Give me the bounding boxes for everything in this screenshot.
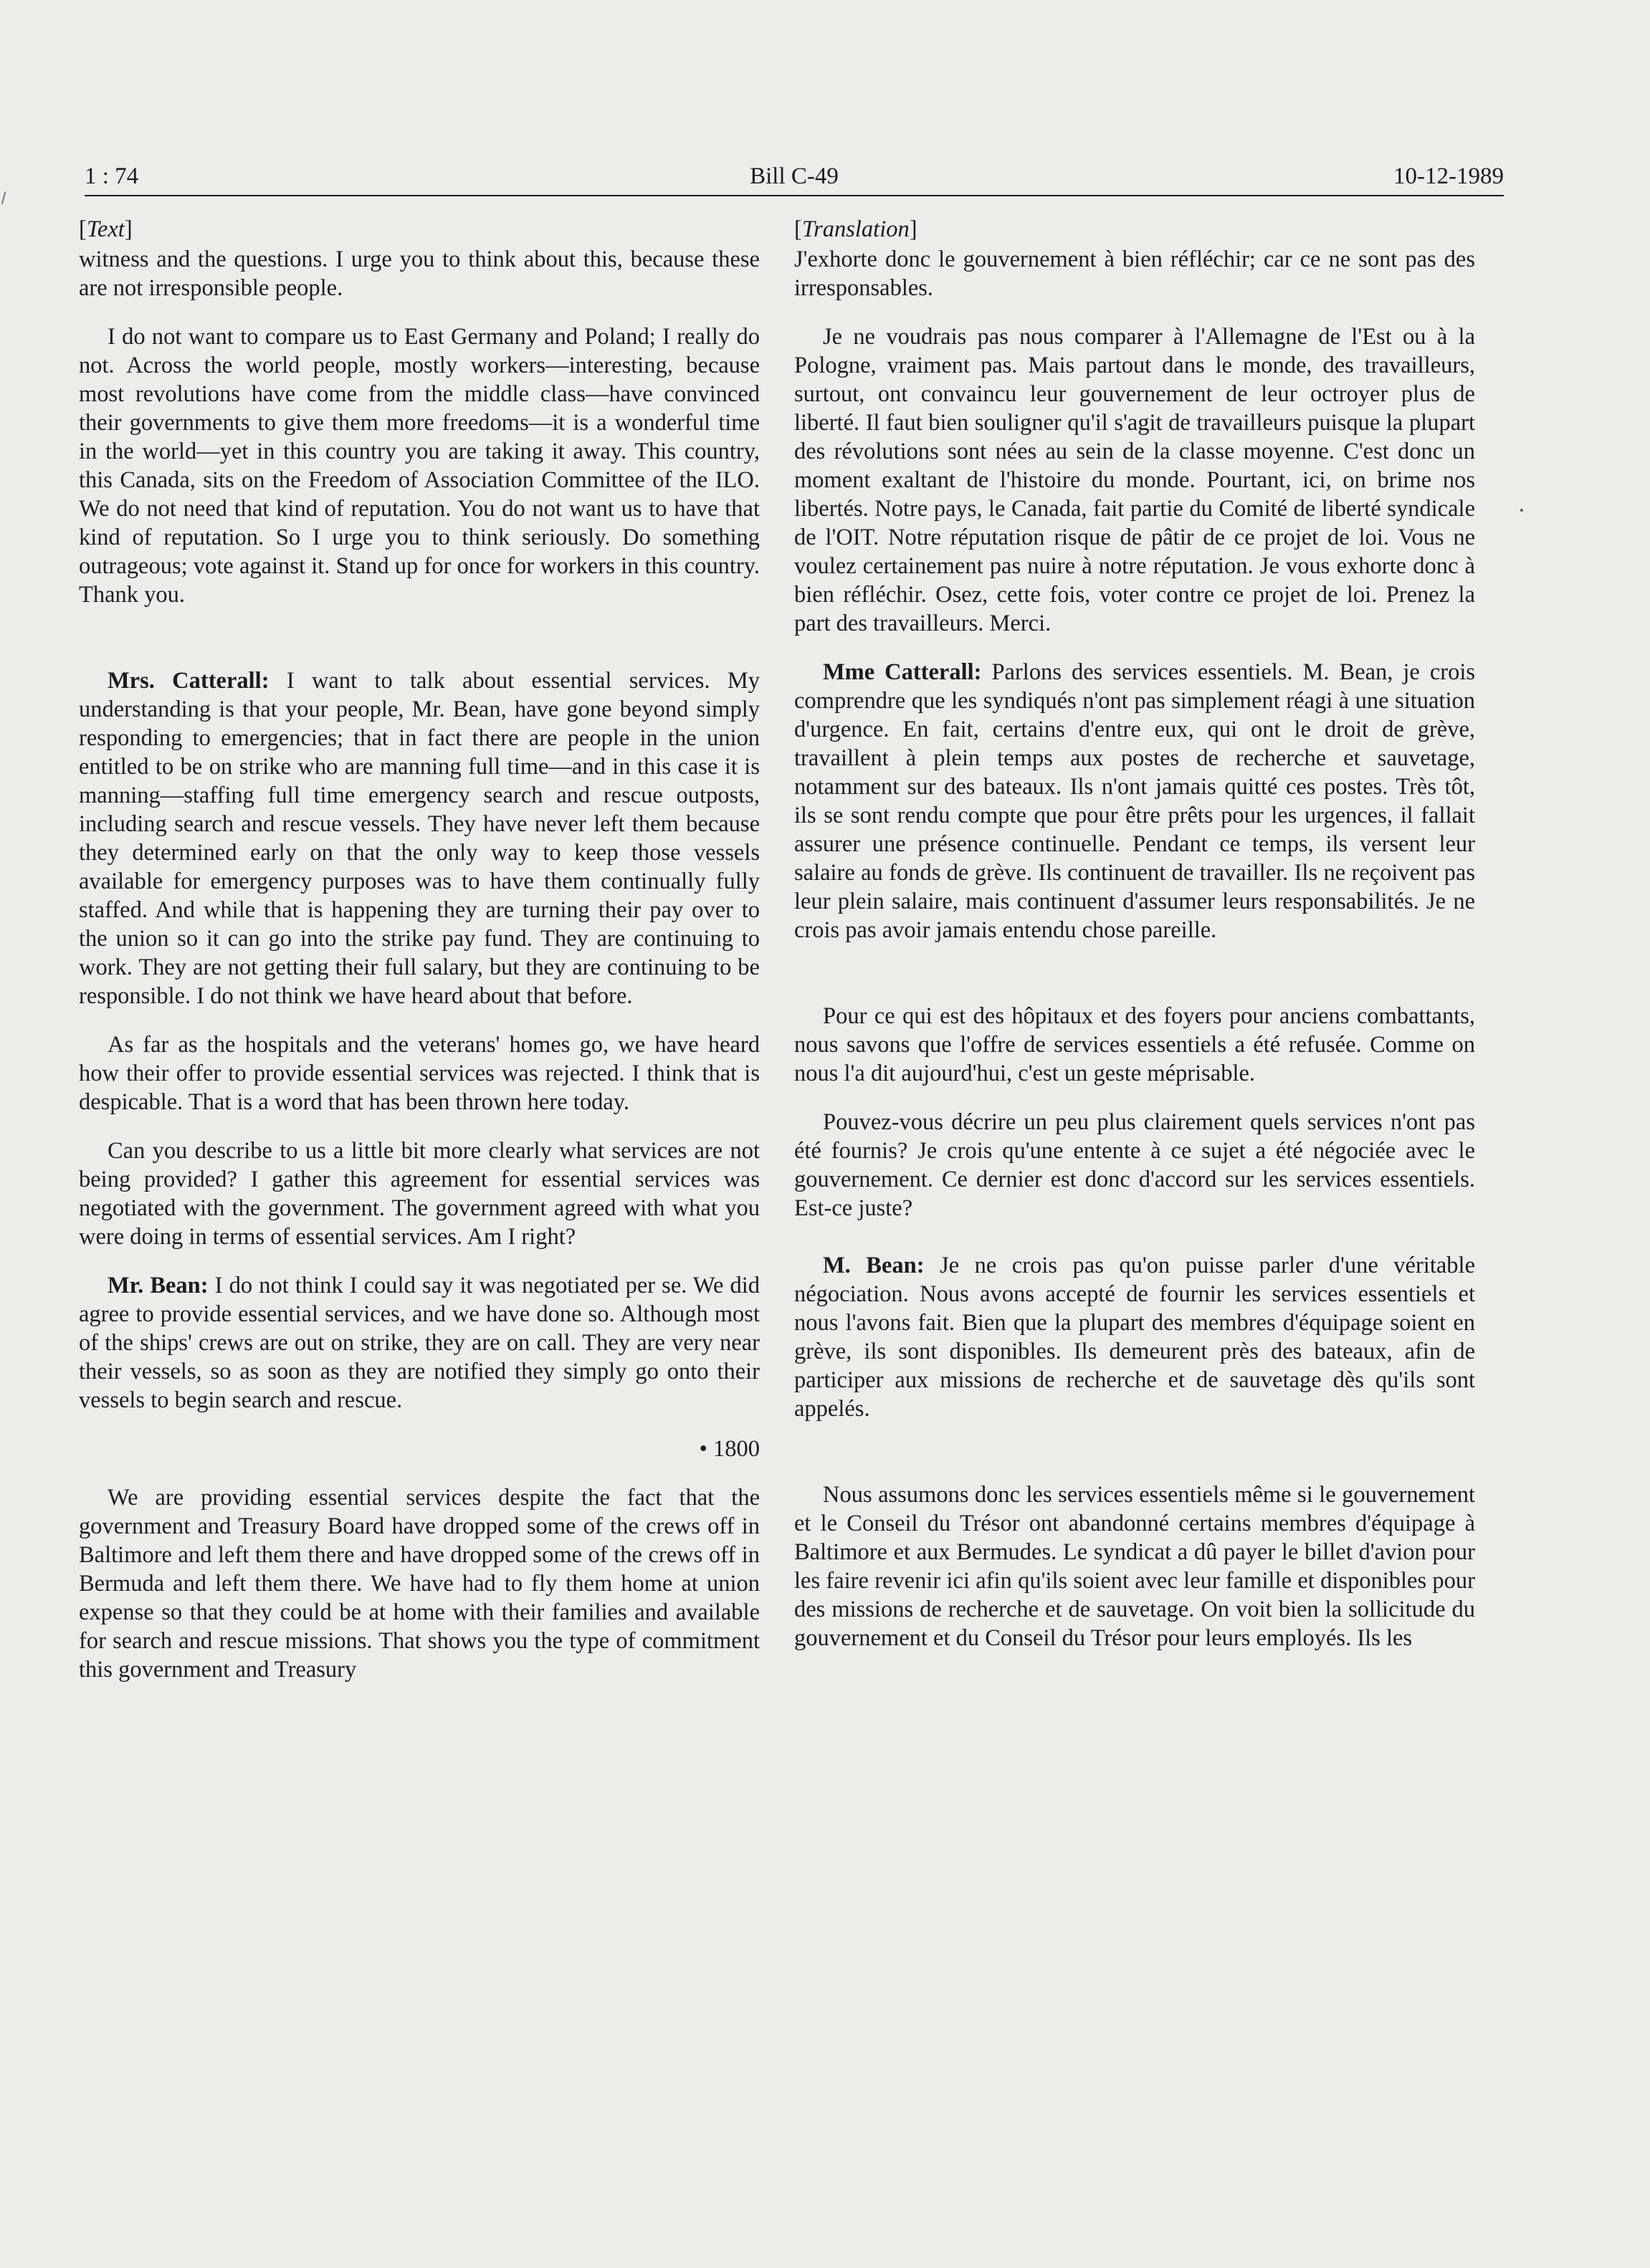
paragraph: Nous assumons donc les services essentiels même si le gouvernement et le Conseil du Trésor ont abandonné certains membres d'équipage à Baltimore et aux Bermudes. Le syndicat a dû payer le billet d'avion pour les faire revenir ici afin qu'ils soient avec leur famille et disponibles pour des missions de recherche et de sauvetage. On voit bien la sollicitude du gouvernement et du Conseil du Trésor pour leurs employés. Ils les xyxy=(794,1482,1475,1651)
bill-title: Bill C-49 xyxy=(750,163,839,189)
header-date: 10-12-1989 xyxy=(1393,163,1504,189)
french-column xyxy=(794,215,1475,1673)
speech-text: Parlons des services essentiels. M. Bean, je crois comprendre que les syndiqués n'ont pas simplement réagi à une situation d'urgence. En fait, certains d'entre eux, qui ont le droit de grève, travaillent à plein temps aux postes de recherche et sauvetage, notamment sur des bateaux. Ils n'ont jamais quitté ces postes. Très tôt, ils se sont rendu compte que pour être prêts pour les urgences, il fallait assurer une présence continuelle. Pendant ce temps, ils versent leur salaire au fonds de grève. Ils continuent de travailler. Ils ne reçoivent pas leur plein salaire, mais continuent d'assumer leurs responsabilités. Je ne crois pas avoir jamais entendu chose pareille. xyxy=(794,659,1475,943)
header-rule xyxy=(85,195,1504,196)
paragraph: witness and the questions. I urge you to think about this, because these are not irresponsible people. xyxy=(79,247,760,301)
margin-mark xyxy=(1,191,10,205)
translation-tag: [Translation] xyxy=(794,216,917,242)
paragraph xyxy=(79,666,760,1010)
speech-text: Je ne crois pas qu'on puisse parler d'une véritable négociation. Nous avons accepté de fournir les services essentiels et nous l'avons fait. Bien que la plupart des membres d'équipage soient en grève, ils sont disponibles. Ils demeurent près des bateaux, afin de participer aux missions de recherche et de sauvetage dès qu'ils sont appelés. xyxy=(794,1253,1475,1422)
speaker-name: Mme Catterall: xyxy=(823,659,982,685)
paragraph: As far as the hospitals and the veterans' homes go, we have heard how their offer to provide essential services was rejected. I think that is despicable. That is a word that has been thrown here today. xyxy=(79,1032,760,1115)
paragraph: Can you describe to us a little bit more clearly what services are not being provided? I gather this agreement for essential services was negotiated with the government. The government agreed with what you were doing in terms of essential services. Am I right? xyxy=(79,1138,760,1250)
paragraph xyxy=(794,1251,1475,1423)
paragraph: Pour ce qui est des hôpitaux et des foyers pour anciens combattants, nous savons que l'offre de services essentiels a été refusée. Comme on nous l'a dit aujourd'hui, c'est un geste méprisable. xyxy=(794,1003,1475,1086)
paragraph xyxy=(79,1271,760,1415)
english-column xyxy=(79,215,760,1704)
speech-text: I want to talk about essential services. My understanding is that your people, Mr. Bean, have gone beyond simply responding to emergencies; that in fact there are people in the union entitled to be on strike who are manning full time—and in this case it is manning—staffing full time emergency search and rescue outposts, including search and rescue vessels. They have never left them because they determined early on that the only way to keep those vessels available for emergency purposes was to have them continually fully staffed. And while that is happening they are turning their pay over to the union so it can go into the strike pay fund. They are continuing to work. They are not getting their full salary, but they are continuing to be responsible. I do not think we have heard about that before. xyxy=(79,668,760,1009)
paragraph: Pouvez-vous décrire un peu plus clairement quels services n'ont pas été fournis? Je crois qu'une entente à ce sujet a été négociée avec le gouvernement. Ce dernier est donc d'accord sur les services essentiels. Est-ce juste? xyxy=(794,1109,1475,1221)
speech-text: I do not think I could say it was negotiated per se. We did agree to provide essential services, and we have done so. Although most of the ships' crews are out on strike, they are on call. They are very near their vessels, so as soon as they are notified they simply go onto their vessels to begin search and rescue. xyxy=(79,1273,760,1413)
time-marker: • 1800 xyxy=(699,1436,760,1462)
running-header xyxy=(85,163,1504,199)
margin-dot xyxy=(1520,509,1523,512)
speaker-name: Mr. Bean: xyxy=(108,1273,209,1298)
text-tag: [Text] xyxy=(79,216,133,242)
speaker-name: M. Bean: xyxy=(823,1253,925,1278)
paragraph: J'exhorte donc le gouvernement à bien réfléchir; car ce ne sont pas des irresponsables. xyxy=(794,247,1475,301)
paragraph: I do not want to compare us to East Germany and Poland; I really do not. Across the world people, mostly workers—interesting, because most revolutions have come from the middle class—have convinced their governments to give them more freedoms—it is a wonderful time in the world—yet in this country you are taking it away. This country, this Canada, sits on the Freedom of Association Committee of the ILO. We do not need that kind of reputation. You do not want us to have that kind of reputation. So I urge you to think seriously. Do something outrageous; vote against it. Stand up for once for workers in this country. Thank you. xyxy=(79,324,760,608)
page-number: 1 : 74 xyxy=(85,163,139,189)
paragraph: We are providing essential services despite the fact that the government and Treasury Board have dropped some of the crews off in Baltimore and left them there and have dropped some of the crews off in Bermuda and left them there. We have had to fly them home at union expense so that they could be at home with their families and available for search and rescue missions. That shows you the type of commitment this government and Treasury xyxy=(79,1485,760,1683)
paragraph: Je ne voudrais pas nous comparer à l'Allemagne de l'Est ou à la Pologne, vraiment pas. Mais partout dans le monde, des travailleurs, surtout, ont convaincu leur gouvernement de leur octroyer plus de liberté. Il faut bien souligner qu'il s'agit de travailleurs puisque la plupart des révolutions sont nées au sein de la classe moyenne. C'est donc un moment exaltant de l'histoire du monde. Pourtant, ici, on brime nos libertés. Notre pays, le Canada, fait partie du Comité de liberté syndicale de l'OIT. Notre réputation risque de pâtir de ce projet de loi. Vous ne voulez certainement pas nuire à notre réputation. Je vous exhorte donc à bien réfléchir. Osez, cette fois, voter contre ce projet de loi. Prenez la part des travailleurs. Merci. xyxy=(794,324,1475,636)
speaker-name: Mrs. Catterall: xyxy=(108,668,270,694)
paragraph xyxy=(794,658,1475,944)
